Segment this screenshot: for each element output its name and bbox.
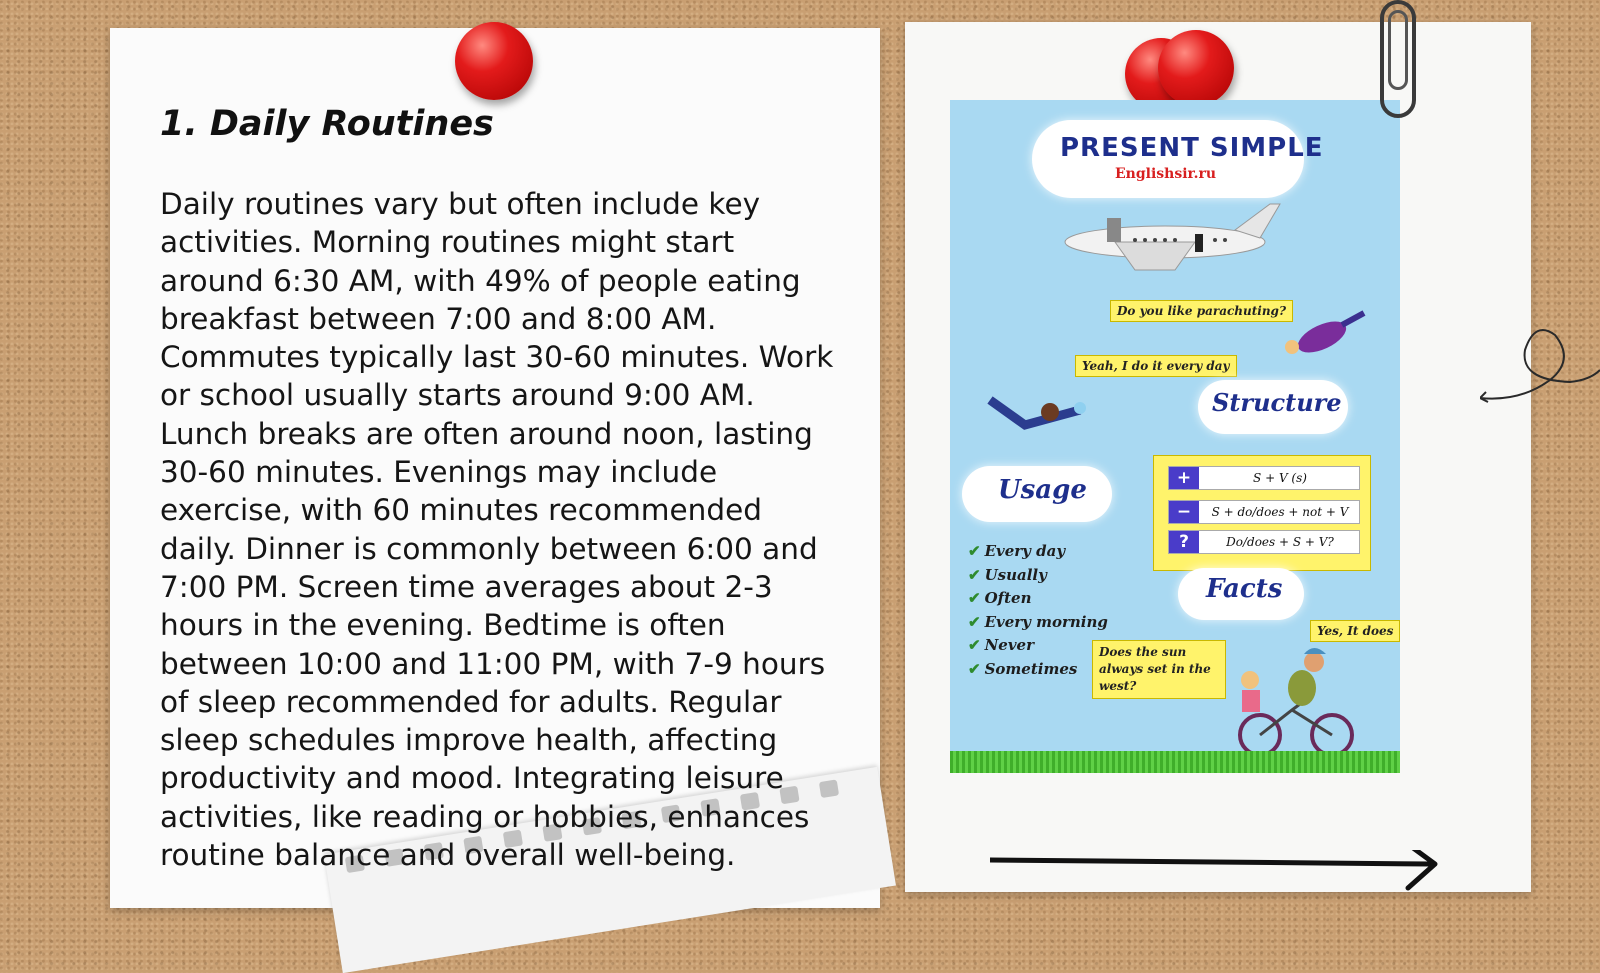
slide-title: 1. Daily Routines [160, 104, 494, 144]
usage-item: ✔ Every morning [968, 612, 1108, 631]
check-icon: ✔ [968, 636, 981, 654]
paper-clip-icon [1388, 10, 1408, 90]
skydiver-icon [1272, 305, 1372, 365]
check-icon: ✔ [968, 612, 981, 631]
speech-bubble-answer: Yes, It does [1310, 620, 1400, 642]
speech-bubble-question: Do you like parachuting? [1110, 300, 1293, 322]
usage-item: ✔ Sometimes [968, 659, 1078, 678]
structure-row [1168, 530, 1360, 554]
check-icon: ✔ [968, 542, 981, 560]
poster-site: Englishsir.ru [1115, 166, 1217, 182]
doodle-loop-icon [1480, 310, 1600, 410]
plus-icon: + [1169, 467, 1199, 489]
skydiver-icon [985, 380, 1095, 440]
grass [950, 751, 1400, 773]
usage-item: ✔ Often [968, 589, 1032, 607]
minus-icon: − [1169, 501, 1199, 523]
structure-row [1168, 500, 1360, 524]
arrow-right-icon[interactable] [990, 850, 1450, 900]
present-simple-poster [950, 100, 1400, 773]
check-icon: ✔ [968, 565, 981, 584]
usage-heading: Usage [998, 475, 1087, 505]
structure-formula: Do/does + S + V? [1226, 535, 1334, 549]
structure-row [1168, 466, 1360, 490]
facts-heading: Facts [1206, 574, 1283, 604]
question-icon: ? [1169, 531, 1199, 553]
usage-item: ✔ Never [968, 636, 1034, 654]
usage-item: ✔ Usually [968, 565, 1047, 584]
check-icon: ✔ [968, 589, 981, 607]
push-pin-icon [455, 22, 533, 100]
airplane-icon [1055, 200, 1295, 280]
speech-bubble-question: Does the sun always set in the west? [1092, 640, 1226, 699]
structure-formula: S + V (s) [1253, 471, 1307, 485]
speech-bubble-answer: Yeah, I do it every day [1075, 355, 1237, 377]
usage-list [968, 542, 1108, 683]
structure-box [1153, 455, 1371, 571]
slide-body-text: Daily routines vary but often include key activities. Morning routines might start around 6:30 AM, with 49% of people eating breakfast between 7:00 and 8:00 AM. Commutes typically last 30-60 minutes. Work or school usually starts around 9:00 AM. Lunch breaks are often around noon, lasting 30-60 minutes. Evenings may include exercise, with 60 minutes recommended daily. Dinner is commonly between 6:00 and 7:00 PM. Screen time averages about 2-3 hours in the evening. Bedtime is often between 10:00 and 11:00 PM, with 7-9 hours of sleep recommended for adults. Regular sleep schedules improve health, affecting productivity and mood. Integrating leisure activities, like reading or hobbies, enhances routine balance and overall well-being. [160, 187, 834, 873]
push-pin-icon [1158, 30, 1234, 106]
check-icon: ✔ [968, 659, 981, 678]
structure-heading: Structure [1212, 388, 1342, 417]
poster-title: PRESENT SIMPLE [1060, 133, 1324, 163]
structure-formula: S + do/does + not + V [1211, 505, 1349, 519]
usage-item: ✔ Every day [968, 542, 1066, 560]
cyclist-icon [1232, 640, 1362, 760]
